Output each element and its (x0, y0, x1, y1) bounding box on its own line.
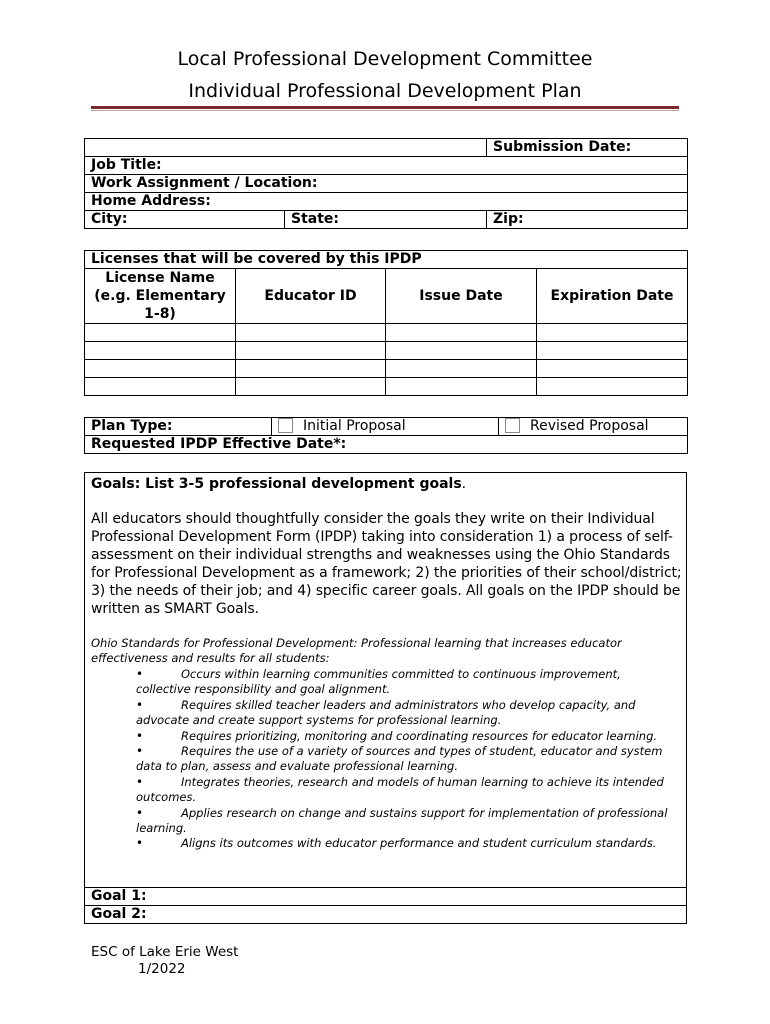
footer-date: 1/2022 (138, 961, 186, 977)
licenses-table (84, 250, 688, 396)
bullet-icon: • (136, 836, 144, 851)
license-name-cell[interactable] (85, 360, 236, 378)
name-field[interactable] (85, 139, 487, 157)
effective-date-field[interactable]: Requested IPDP Effective Date*: (85, 436, 688, 454)
initial-proposal-label: Initial Proposal (303, 418, 406, 434)
bullet-icon: • (136, 667, 144, 681)
standard-text: Integrates theories, research and models of human learning to achieve its intended outcomes. (136, 774, 664, 805)
bullet-icon: • (136, 697, 144, 712)
educator-id-cell[interactable] (236, 378, 386, 396)
list-item (91, 698, 671, 729)
table-row (85, 378, 688, 396)
educator-id-cell[interactable] (236, 342, 386, 360)
standards-list (91, 667, 671, 852)
city-field[interactable]: City: (85, 211, 285, 229)
zip-field[interactable]: Zip: (487, 211, 688, 229)
document-subtitle: Individual Professional Development Plan (188, 80, 582, 102)
bullet-icon: • (136, 774, 144, 789)
standard-text: Occurs within learning communities committed to continuous improvement, collective responsibility and goal alignment. (136, 667, 621, 697)
license-name-cell[interactable] (85, 342, 236, 360)
home-address-field[interactable]: Home Address: (85, 193, 688, 211)
work-assignment-field[interactable]: Work Assignment / Location: (85, 175, 688, 193)
standards-intro: Ohio Standards for Professional Development: Professional learning that increases educator effectiveness and results for all students: (91, 636, 622, 665)
goals-heading (91, 475, 466, 493)
plan-type-table (84, 417, 688, 454)
goals-instructions: All educators should thoughtfully consider the goals they write on their Individual Professional Development Form (IPDP) taking into consideration 1) a process of self-assessment on their individual strengths and weaknesses using the Ohio Standards for Professional Development as a framework; 2) the priorities of their school/district; 3) the needs of their job; and 4) specific career goals. All goals on the IPDP should be written as SMART Goals. (91, 511, 682, 617)
document-title: Local Professional Development Committee (177, 48, 593, 70)
standard-text: Requires prioritizing, monitoring and coordinating resources for educator learning. (181, 728, 658, 743)
list-item (91, 729, 671, 744)
educator-id-cell[interactable] (236, 324, 386, 342)
license-name-cell[interactable] (85, 324, 236, 342)
licenses-title: Licenses that will be covered by this IPDP (85, 251, 688, 269)
initial-proposal-checkbox[interactable] (278, 418, 293, 433)
goal-entry-table (84, 887, 687, 924)
expiration-date-cell[interactable] (537, 378, 688, 396)
expiration-date-cell[interactable] (537, 360, 688, 378)
goals-section (84, 472, 687, 888)
issue-date-cell[interactable] (386, 378, 537, 396)
standard-text: Requires skilled teacher leaders and administrators who develop capacity, and advocate and create support systems for professional learning. (136, 697, 636, 728)
standard-text: Requires the use of a variety of sources and types of student, educator and system data to plan, assess and evaluate professional learning. (136, 744, 663, 774)
column-header-educator-id: Educator ID (236, 269, 386, 324)
standard-text: Aligns its outcomes with educator performance and student curriculum standards. (181, 836, 657, 851)
bullet-icon: • (136, 728, 144, 743)
issue-date-cell[interactable] (386, 324, 537, 342)
goal-2-field[interactable]: Goal 2: (85, 906, 687, 924)
table-row (85, 324, 688, 342)
state-field[interactable]: State: (285, 211, 487, 229)
revised-proposal-checkbox[interactable] (505, 418, 520, 433)
list-item (91, 806, 671, 837)
submission-date-field[interactable]: Submission Date: (487, 139, 688, 157)
issue-date-cell[interactable] (386, 360, 537, 378)
page-footer (91, 944, 238, 978)
bullet-icon: • (136, 805, 144, 820)
goal-1-field[interactable]: Goal 1: (85, 888, 687, 906)
goals-heading-text: Goals: List 3-5 professional development goals (91, 476, 462, 492)
bullet-icon: • (136, 744, 144, 759)
educator-id-cell[interactable] (236, 360, 386, 378)
title-divider-shadow (91, 110, 679, 111)
title-divider (91, 106, 679, 109)
list-item (91, 836, 671, 851)
footer-org: ESC of Lake Erie West (91, 944, 239, 960)
expiration-date-cell[interactable] (537, 342, 688, 360)
standard-text: Applies research on change and sustains support for implementation of professional learning. (136, 805, 668, 836)
column-header-expiration-date: Expiration Date (537, 269, 688, 324)
plan-type-label: Plan Type: (85, 418, 272, 436)
table-row (85, 342, 688, 360)
contact-info-table (84, 138, 688, 229)
table-row (85, 360, 688, 378)
goals-heading-period: . (461, 476, 467, 492)
list-item (91, 775, 671, 806)
issue-date-cell[interactable] (386, 342, 537, 360)
job-title-field[interactable]: Job Title: (85, 157, 688, 175)
expiration-date-cell[interactable] (537, 324, 688, 342)
revised-proposal-label: Revised Proposal (530, 418, 649, 434)
list-item (91, 667, 671, 698)
column-header-license-name: License Name (e.g. Elementary 1-8) (85, 269, 236, 324)
list-item (91, 744, 671, 775)
column-header-issue-date: Issue Date (386, 269, 537, 324)
license-name-cell[interactable] (85, 378, 236, 396)
